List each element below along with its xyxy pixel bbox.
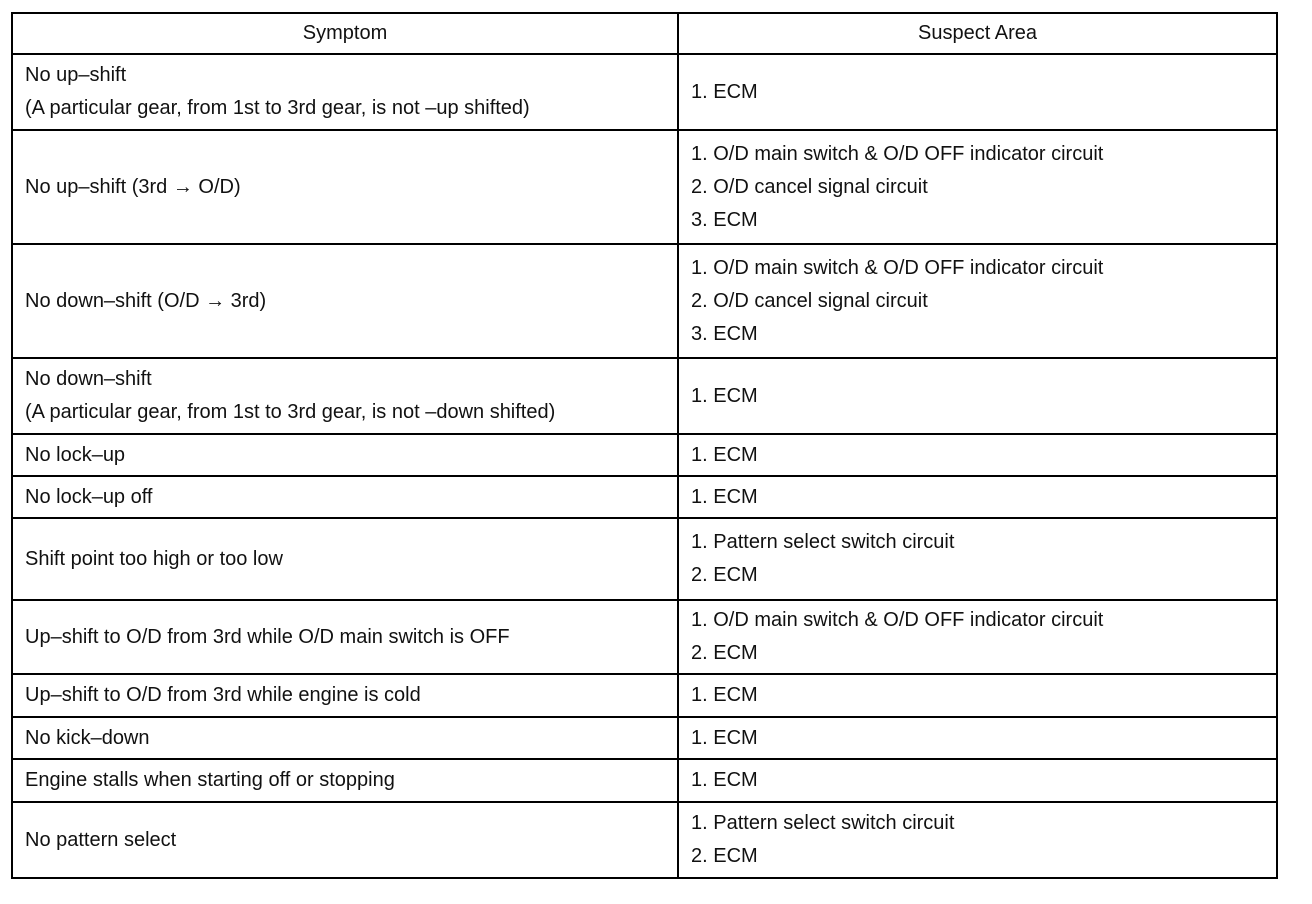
suspect-area-item: 1. ECM: [691, 80, 758, 103]
suspect-area-item: 1. ECM: [691, 684, 758, 706]
suspect-area-item: 1. O/D main switch & O/D OFF indicator circuit: [691, 609, 1104, 631]
suspect-area-cell: [678, 674, 1277, 717]
suspect-area-item: 3. ECM: [691, 322, 758, 345]
symptom-text: Up–shift to O/D from 3rd while engine is cold: [25, 684, 421, 706]
table-row: [12, 674, 1277, 717]
suspect-area-item: 2. O/D cancel signal circuit: [691, 175, 928, 198]
symptom-text: No kick–down: [25, 726, 150, 749]
suspect-area-cell: [678, 54, 1277, 130]
symptom-cell: [12, 476, 678, 518]
suspect-area-cell: [678, 434, 1277, 476]
symptom-text: No up–shift: [25, 64, 127, 86]
symptom-text: Engine stalls when starting off or stopping: [25, 769, 395, 791]
symptom-text: No up–shift (3rd → O/D): [25, 175, 241, 198]
symptom-text: No down–shift (O/D → 3rd): [25, 289, 267, 312]
table-body: [12, 54, 1277, 878]
table-row: [12, 244, 1277, 358]
symptom-cell: [12, 600, 678, 674]
suspect-area-item: 1. ECM: [691, 769, 758, 791]
table-row: [12, 759, 1277, 802]
table-row: [12, 130, 1277, 244]
suspect-area-cell: [678, 802, 1277, 878]
table-row: [12, 476, 1277, 518]
table-row: [12, 518, 1277, 600]
header-suspect-area: Suspect Area: [678, 13, 1277, 54]
table-row: [12, 802, 1277, 878]
symptom-text: (A particular gear, from 1st to 3rd gear, is not –up shifted): [25, 97, 530, 119]
symptom-cell: [12, 130, 678, 244]
symptom-cell: [12, 759, 678, 802]
symptom-cell: [12, 434, 678, 476]
suspect-area-cell: [678, 130, 1277, 244]
suspect-area-item: 1. O/D main switch & O/D OFF indicator circuit: [691, 256, 1104, 279]
symptom-text: No down–shift: [25, 368, 152, 390]
suspect-area-item: 2. ECM: [691, 642, 758, 664]
symptom-cell: [12, 717, 678, 759]
table-row: [12, 358, 1277, 434]
table-row: [12, 434, 1277, 476]
symptom-text: Shift point too high or too low: [25, 547, 283, 570]
suspect-area-item: 1. ECM: [691, 384, 758, 407]
symptom-cell: [12, 54, 678, 130]
symptom-text: Up–shift to O/D from 3rd while O/D main switch is OFF: [25, 625, 510, 648]
symptom-cell: [12, 674, 678, 717]
suspect-area-item: 2. ECM: [691, 564, 758, 586]
suspect-area-cell: [678, 244, 1277, 358]
table-row: [12, 600, 1277, 674]
suspect-area-item: 2. ECM: [691, 845, 758, 867]
symptom-cell: [12, 802, 678, 878]
suspect-area-item: 1. ECM: [691, 726, 758, 749]
symptom-text: (A particular gear, from 1st to 3rd gear, is not –down shifted): [25, 401, 556, 423]
table-header-row: [12, 13, 1277, 54]
symptom-cell: [12, 518, 678, 600]
suspect-area-item: 1. Pattern select switch circuit: [691, 812, 955, 834]
suspect-area-cell: [678, 600, 1277, 674]
symptom-cell: [12, 358, 678, 434]
suspect-area-item: 1. ECM: [691, 443, 758, 466]
table-row: [12, 717, 1277, 759]
table-row: [12, 54, 1277, 130]
suspect-area-item: 2. O/D cancel signal circuit: [691, 289, 928, 312]
suspect-area-cell: [678, 717, 1277, 759]
suspect-area-cell: [678, 358, 1277, 434]
symptom-text: No pattern select: [25, 828, 177, 851]
suspect-area-item: 1. ECM: [691, 485, 758, 508]
suspect-area-item: 1. O/D main switch & O/D OFF indicator circuit: [691, 142, 1104, 165]
suspect-area-cell: [678, 759, 1277, 802]
suspect-area-cell: [678, 476, 1277, 518]
suspect-area-item: 3. ECM: [691, 208, 758, 231]
suspect-area-item: 1. Pattern select switch circuit: [691, 531, 955, 553]
symptom-text: No lock–up off: [25, 485, 153, 508]
symptom-text: No lock–up: [25, 443, 126, 466]
suspect-area-cell: [678, 518, 1277, 600]
header-symptom: Symptom: [12, 13, 678, 54]
symptom-table: [11, 12, 1278, 879]
symptom-cell: [12, 244, 678, 358]
